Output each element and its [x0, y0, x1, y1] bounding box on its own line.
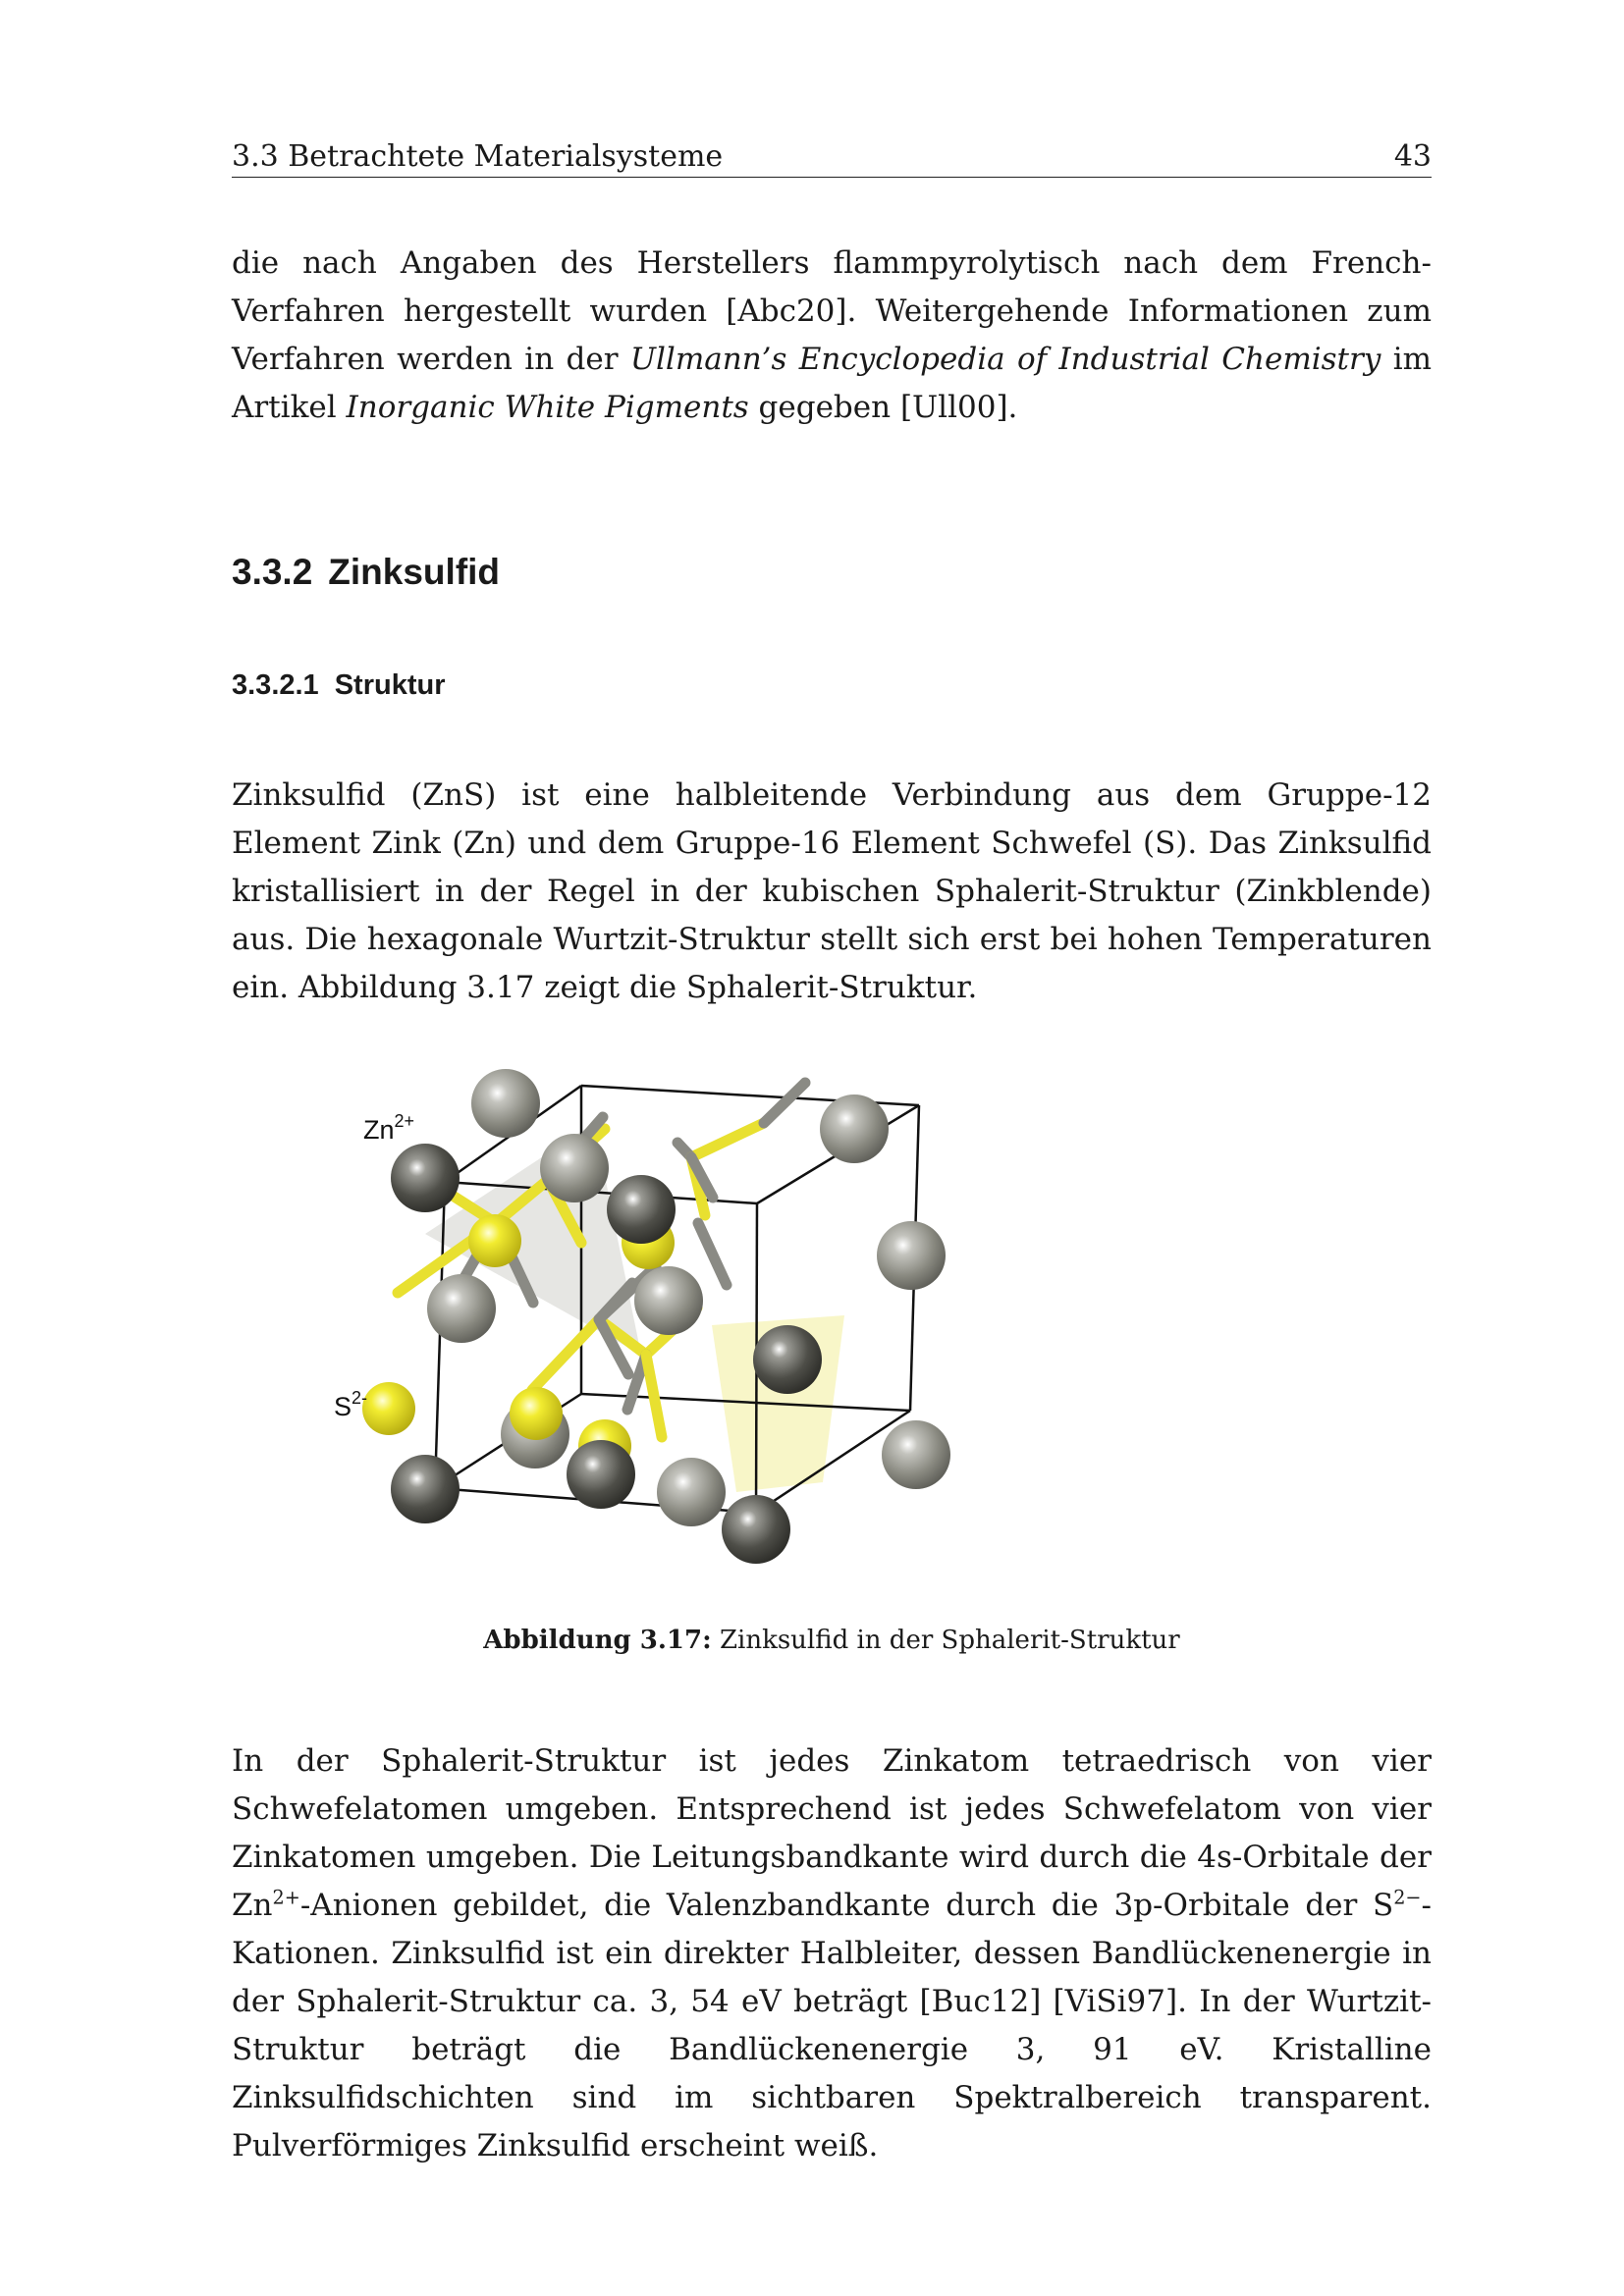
zn-atom — [753, 1325, 822, 1394]
superscript: 2− — [1393, 1886, 1422, 1909]
subsection-heading — [232, 669, 445, 702]
paragraph-band-structure — [232, 1737, 1432, 2170]
zn-atom — [877, 1221, 946, 1290]
zn-ion-label: $Zn^{2+}$ — [363, 1111, 415, 1145]
text-run: gegeben [Ull00]. — [748, 390, 1018, 425]
text-run: -Kationen. Zinksulfid ist ein direkter Halbleiter, dessen Bandlückenenergie in der Sphalerit-Struktur ca. 3, 54 eV beträgt [Buc12] [ViSi97]. In der Wurtzit-Struktur beträgt die Bandlückenenergie 3, 91 eV. Kristalline Zinksulfidschichten sind im sichtbaren Spektralbereich transparent. Pulverförmiges Zinksulfid erscheint weiß. — [232, 1888, 1432, 2163]
zn-atom — [540, 1134, 609, 1202]
s-atom — [362, 1382, 415, 1435]
text-run: -Anionen gebildet, die Valenzbandkante durch die 3p-Orbitale der S — [299, 1888, 1394, 1923]
s-ion-label: $S^{2-}$ — [334, 1388, 368, 1421]
italic-title-ullmann: Ullmann’s Encyclopedia of Industrial Chemistry — [629, 342, 1381, 377]
text-run: In der Sphalerit-Struktur ist jedes Zinkatom tetraedrisch von vier Schwefelatomen umgeben. Entsprechend ist jedes Schwefelatom von vier Zinkatomen umgeben. Die Leitungsbandkante wird durch die 4s-Orbitale der Zn — [232, 1743, 1432, 1923]
zn-atom — [634, 1266, 703, 1335]
text-run: die nach Angaben des Herstellers flammpyrolytisch nach dem French-Verfahren hergestellt wurden [Abc20]. Weitergehende Informationen zum Verfahren werden in der — [232, 245, 1432, 377]
italic-title-article: Inorganic White Pigments — [346, 390, 749, 425]
zn-atom — [427, 1274, 496, 1343]
paragraph-structure: Zinksulfid (ZnS) ist eine halbleitende Verbindung aus dem Gruppe-12 Element Zink (Zn) und dem Gruppe-16 Element Schwefel (S). Das Zinksulfid kristallisiert in der Regel in der kubischen Sphalerit-Struktur (Zinkblende) aus. Die hexagonale Wurtzit-Struktur stellt sich erst bei hohen Temperaturen ein. Abbildung 3.17 zeigt die Sphalerit-Struktur. — [232, 777, 1432, 1005]
section-heading — [232, 552, 500, 593]
s-atom — [468, 1214, 521, 1267]
zn-atom — [567, 1440, 635, 1509]
zn-atom — [391, 1144, 460, 1212]
caption-label: Abbildung 3.17: — [483, 1626, 712, 1655]
paragraph-intro — [232, 240, 1432, 432]
zn-atom — [391, 1455, 460, 1523]
superscript: 2+ — [272, 1886, 300, 1909]
subsection-number: 3.3.2.1 — [232, 669, 319, 701]
header-section-title: 3.3 Betrachtete Materialsysteme — [232, 139, 724, 174]
subsection-title: Struktur — [334, 669, 446, 701]
text-run: im Artikel — [232, 342, 1432, 425]
running-header — [232, 137, 1432, 178]
zn-atom — [882, 1420, 950, 1489]
zn-atom — [657, 1458, 726, 1526]
sphalerite-structure-figure — [334, 1060, 1286, 1600]
figure-caption — [232, 1626, 1432, 1655]
page-number: 43 — [1393, 139, 1432, 174]
s-atom — [510, 1387, 563, 1440]
zn-atom — [820, 1095, 889, 1163]
section-title: Zinksulfid — [328, 552, 501, 592]
zn-atom — [471, 1069, 540, 1138]
section-number: 3.3.2 — [232, 552, 313, 592]
zn-atom — [722, 1495, 790, 1564]
caption-text: Zinksulfid in der Sphalerit-Struktur — [711, 1626, 1180, 1655]
zn-atom — [607, 1175, 676, 1244]
